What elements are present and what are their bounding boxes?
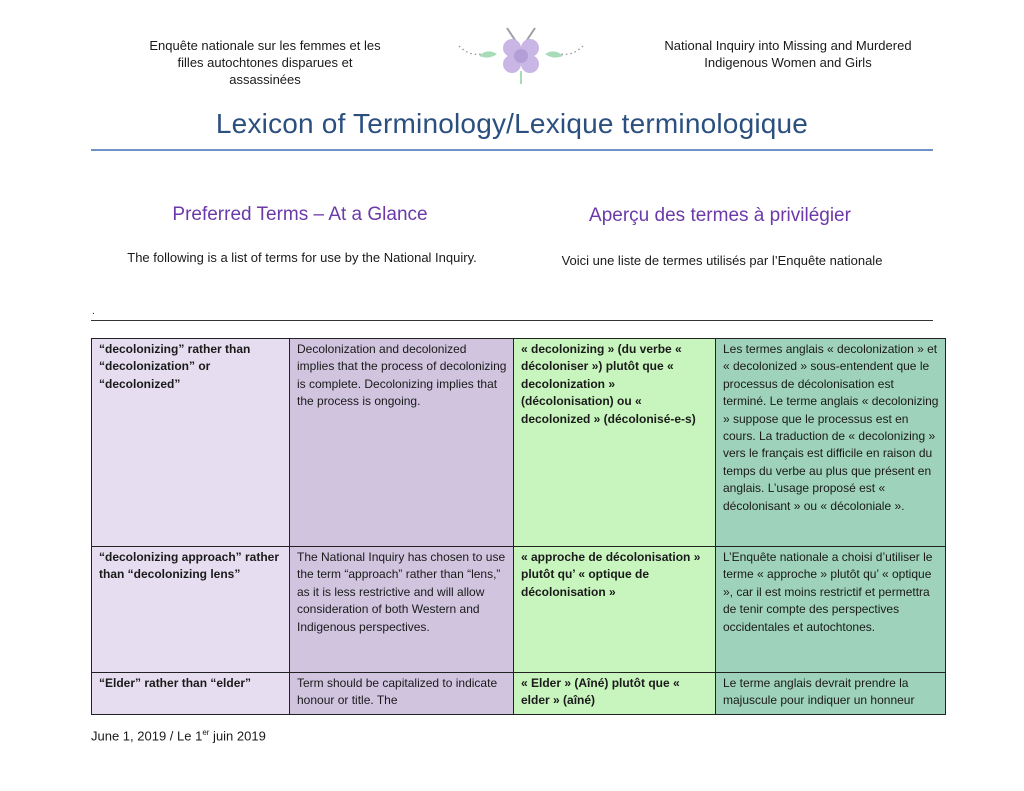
explanation-en-cell: Term should be capitalized to indicate honour or title. The (290, 673, 514, 715)
header-left-french-name (120, 37, 410, 88)
section-divider (91, 320, 933, 321)
explanation-en-cell: The National Inquiry has chosen to use the term “approach” rather than “lens,” as it is less restrictive and will allow consideration of both Western and Indigenous perspectives. (290, 547, 514, 673)
title-divider (91, 149, 933, 151)
table-row (92, 673, 946, 715)
footer-ordinal: er (202, 728, 210, 737)
footer-date (91, 728, 266, 743)
header-right-english-name (622, 37, 954, 71)
page-title: Lexicon of Terminology/Lexique terminologique (215, 108, 809, 139)
term-en-cell: “decolonizing” rather than “decolonization” or “decolonized” (92, 339, 290, 547)
footer-date-fr: juin 2019 (209, 728, 266, 744)
header-right-line: Indigenous Women and Girls (704, 55, 872, 70)
explanation-fr-cell: L’Enquête nationale a choisi d’utiliser le terme « approche » plutôt qu’ « optique », car il est moins restrictif et permettra de tenir compte des perspectives occidentales et autochtones. (716, 547, 946, 673)
table-row (92, 547, 946, 673)
lexicon-table (91, 338, 946, 715)
stray-dot: . (92, 306, 95, 317)
header-right-line: National Inquiry into Missing and Murdered (664, 38, 912, 53)
term-fr-cell: « approche de décolonisation » plutôt qu’ « optique de décolonisation » (514, 547, 716, 673)
explanation-en-cell: Decolonization and decolonized implies that the process of decolonizing is complete. Decolonizing implies that the process is ongoing. (290, 339, 514, 547)
intro-text-fr: Voici une liste de termes utilisés par l’Enquête nationale (561, 253, 883, 268)
table-row (92, 339, 946, 547)
section-heading-en: Preferred Terms – At a Glance (172, 204, 428, 225)
footer-date-main: June 1, 2019 / Le 1 (91, 728, 203, 744)
explanation-fr-cell: Le terme anglais devrait prendre la majuscule pour indiquer un honneur (716, 673, 946, 715)
header-left-line: filles autochtones disparues et (177, 55, 353, 70)
header-left-line: assassinées (229, 72, 301, 87)
intro-text-en: The following is a list of terms for use by the National Inquiry. (127, 250, 477, 265)
flower-logo-icon (455, 26, 587, 86)
explanation-fr-cell: Les termes anglais « decolonization » et « decolonized » sous-entendent que le processus de décolonisation est terminé. Le terme anglais « decolonizing » suppose que le processus est en cours. La traduction de « decolonizing » vers le français est difficile en raison du temps du verbe au plus que présent en anglais. L’usage proposé est « décolonisant » ou « décoloniale ». (716, 339, 946, 547)
header-left-line: Enquête nationale sur les femmes et les (149, 38, 381, 53)
term-en-cell: “Elder” rather than “elder” (92, 673, 290, 715)
term-fr-cell: « Elder » (Aîné) plutôt que « elder » (aîné) (514, 673, 716, 715)
term-fr-cell: « decolonizing » (du verbe « décoloniser ») plutôt que « decolonization » (décolonisation) ou « decolonized » (décolonisé-e-s) (514, 339, 716, 547)
section-heading-fr: Aperçu des termes à privilégier (589, 205, 851, 226)
term-en-cell: “decolonizing approach” rather than “decolonizing lens” (92, 547, 290, 673)
